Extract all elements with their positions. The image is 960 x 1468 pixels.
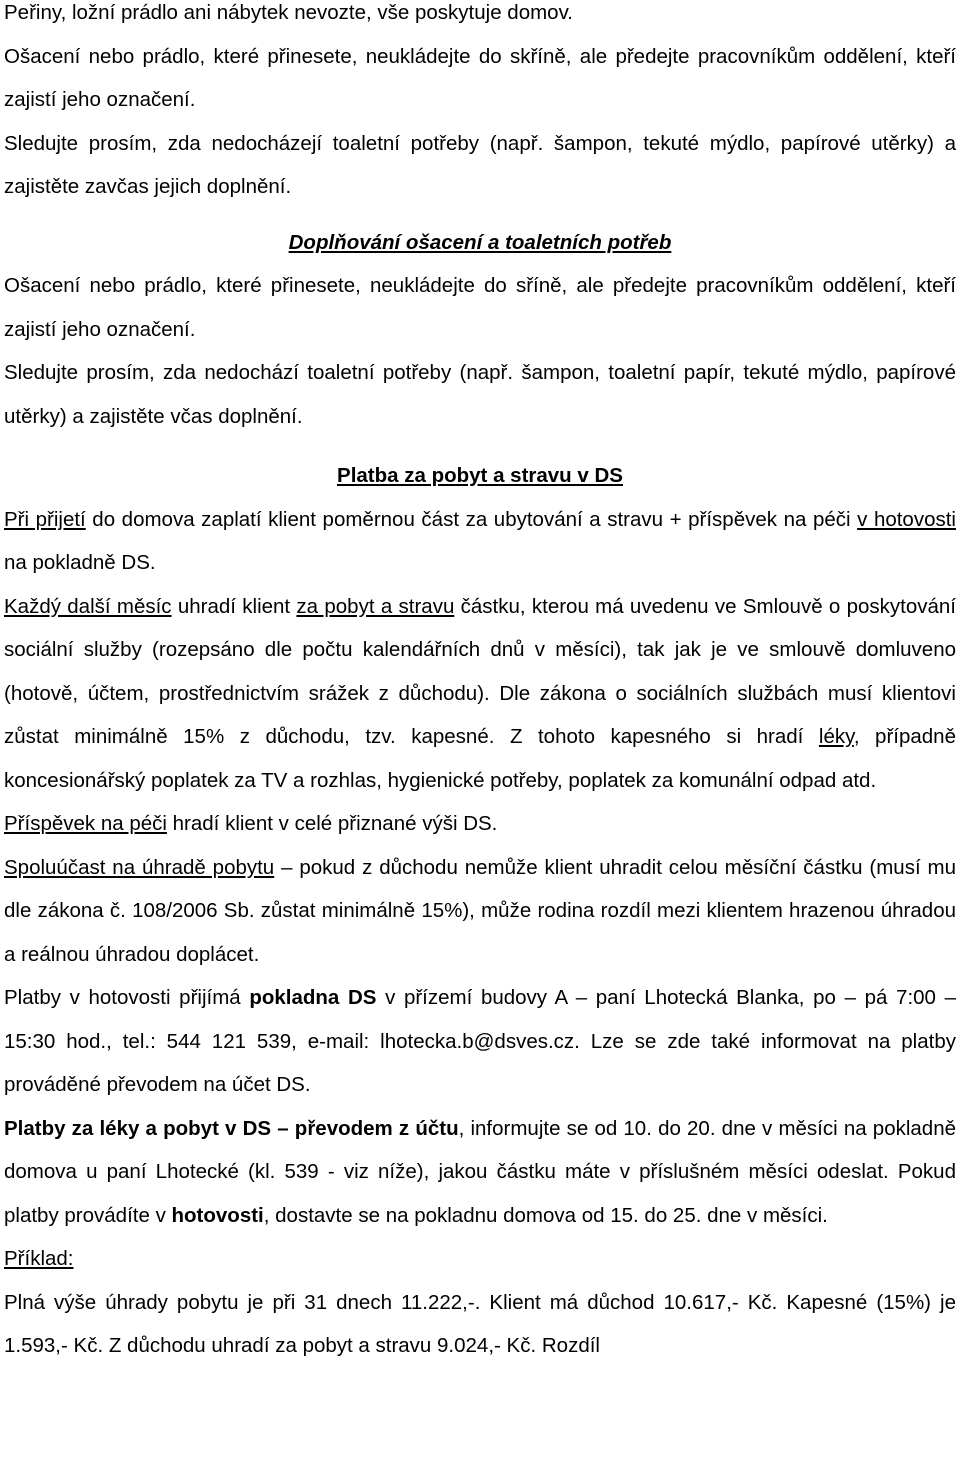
intro-paragraph-toiletries: Sledujte prosím, zda nedocházejí toaletní potřeby (např. šampon, tekuté mýdlo, papírové utěrky) a zajistěte zavčas jejich doplnění. xyxy=(4,131,956,198)
intro-paragraph-clothing: Ošacení nebo prádlo, které přinesete, neukládejte do skříně, ale předejte pracovníkům oddělení, kteří zajistí jeho označení. xyxy=(4,44,956,111)
intro-paragraph-bedding: Peřiny, ložní prádlo ani nábytek nevozte, vše poskytuje domov. xyxy=(4,1,573,24)
hotovosti-bold: hotovosti xyxy=(171,1203,264,1227)
paragraph-hotovost xyxy=(4,976,956,1107)
hotovost-text-2: v přízemí budovy A – paní Lhotecká Blanka, po – pá 7:00 – 15:30 hod., tel.: 544 121 539, e-mail: lhotecka.b@dsves.cz. Lze se zde také informovat na platby prováděné převodem na účet DS. xyxy=(4,986,956,1096)
prijeti-text-2: na pokladně DS. xyxy=(4,551,156,574)
paragraph-dalsi-mesic xyxy=(4,585,956,803)
dalsi-mesic-text-3: , případně koncesionářský poplatek za TV a rozhlas, hygienické potřeby, poplatek za komunální odpad atd. xyxy=(4,725,956,792)
prijeti-hotovost-underlined: v hotovosti xyxy=(857,507,956,531)
hotovost-text-1: Platby v hotovosti přijímá xyxy=(4,986,250,1009)
pobyt-strava-underlined: za pobyt a stravu xyxy=(296,594,455,618)
paragraph-spoluucast xyxy=(4,846,956,977)
dalsi-mesic-text-2: částku, kterou má uvedenu ve Smlouvě o poskytování sociální služby (rozepsáno dle počtu kalendářních dnů v měsíci), tak jak je ve smlouvě domluveno (hotově, účtem, prostřednictvím srážek z důchodu). Dle zákona o sociálních službách musí klientovi zůstat minimálně 15% z důchodu, tzv. kapesné. Z tohoto kapesného si hradí xyxy=(4,594,956,748)
prispevek-text: hradí klient v celé přiznané výši DS. xyxy=(166,812,498,835)
paragraph-priklad: Plná výše úhrady pobytu je při 31 dnech 11.222,-. Klient má důchod 10.617,- Kč. Kapesné (15%) je 1.593,- Kč. Z důchodu uhradí za pobyt a stravu 9.024,- Kč. Rozdíl xyxy=(4,1290,956,1357)
prijeti-text-1: do domova zaplatí klient poměrnou část za ubytování a stravu + příspěvek na péči xyxy=(85,507,858,531)
priklad-label-underlined: Příklad: xyxy=(4,1247,74,1270)
priklad-label xyxy=(4,1237,956,1281)
paragraph-prevodem xyxy=(4,1107,956,1238)
section-heading-platba: Platba za pobyt a stravu v DS xyxy=(337,464,623,487)
doplnovani-paragraph-toiletries: Sledujte prosím, zda nedochází toaletní potřeby (např. šampon, toaletní papír, tekuté mýdlo, papírové utěrky) a zajistěte včas doplnění. xyxy=(4,361,956,428)
dalsi-mesic-underlined: Každý další měsíc xyxy=(4,594,172,618)
spoluucast-underlined: Spoluúčast na úhradě pobytu xyxy=(4,855,275,879)
paragraph-prispevek xyxy=(4,802,956,846)
doplnovani-paragraph-clothing: Ošacení nebo prádlo, které přinesete, neukládejte do sříně, ale předejte pracovníkům oddělení, kteří zajistí jeho označení. xyxy=(4,274,956,341)
prevodem-text-2: , dostavte se na pokladnu domova od 15. do 25. dne v měsíci. xyxy=(263,1203,828,1227)
section-heading-doplnovani: Doplňování ošacení a toaletních potřeb xyxy=(288,230,672,254)
spoluucast-text: – pokud z důchodu nemůže klient uhradit celou měsíční částku (musí mu dle zákona č. 108/2006 Sb. zůstat minimálně 15%), může rodina rozdíl mezi klientem hrazenou úhradou a reálnou úhradou doplácet. xyxy=(4,855,957,966)
prevodem-text-1: , informujte se od 10. do 20. dne v měsíci na pokladně domova u paní Lhotecké (kl. 539 - viz níže), jakou částku máte v příslušném měsíci odeslat. Pokud platby provádíte v xyxy=(4,1116,956,1227)
prispevek-underlined: Příspěvek na péči xyxy=(4,812,167,835)
prijeti-underlined: Při přijetí xyxy=(4,507,86,531)
prevodem-bold: Platby za léky a pobyt v DS – převodem z účtu xyxy=(4,1116,459,1140)
dalsi-mesic-text-1: uhradí klient xyxy=(171,594,297,618)
leky-underlined: léky xyxy=(818,725,854,748)
pokladna-bold: pokladna DS xyxy=(249,986,377,1009)
paragraph-prijeti xyxy=(4,498,956,585)
